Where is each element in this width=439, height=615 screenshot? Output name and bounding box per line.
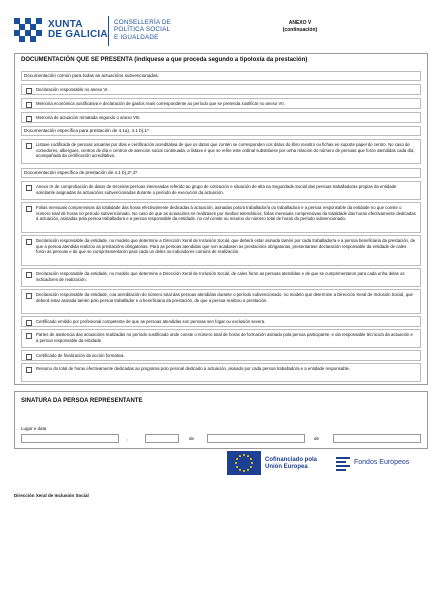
fondos-europeos-icon	[334, 455, 352, 473]
comma-separator: ,	[127, 436, 129, 441]
list-item: Certificado de finalización da acción formativa.	[21, 350, 421, 361]
common-heading: Documentación común para todas as actuacións subvencionadas.	[21, 71, 421, 81]
checkbox[interactable]	[26, 206, 32, 212]
xunta-emblem-icon	[14, 18, 42, 44]
page-header	[14, 16, 428, 48]
list-item: Folias mensuais comprensivas da totalidade das horas efectivamente dedicadas á actuación, asinadas polo/a traballador/a ou traballadora e a persoa responsable da entidade no que conste o número total de horas no período subvencionado. No caso de que as actuacións se realizasen por medios telemáticos, folias mensuais comprensivas da totalidade das horas efectivamente dedicadas á actuación, asinadas pola persoa traballadora e a persoa responsable da entidade, no cal conste ou resumo do número total de horas do período subvencionado.	[21, 202, 421, 233]
list-item: Anexo IX de comprobación de datos de terceiras persoas interesadas referido ao grupo de cotización e situación de alta na Seguridade Social das persoas traballadoras propias da entidade solicitante asignadas ás actuacións subvencionadas durante o período de execución da actuación.	[21, 181, 421, 200]
place-date-label: Lugar e data	[21, 426, 47, 431]
day-field[interactable]	[145, 434, 179, 443]
de-separator: de	[314, 436, 320, 441]
logo-divider	[108, 16, 109, 46]
list-item: Resumo do total de horas efectivamente dedicadas ao programa polo persoal dedicado a actuación, asinado por cada persoa traballadora e a entidade responsable.	[21, 363, 421, 382]
section-title: DOCUMENTACIÓN QUE SE PRESENTA (indíquese a que proceda segundo a tipoloxía da prestación)	[21, 57, 308, 63]
checkbox[interactable]	[26, 272, 32, 278]
eu-line2: Unión Europea	[265, 464, 308, 470]
eu-cofinancing-logo	[227, 451, 323, 477]
checkbox[interactable]	[26, 143, 32, 149]
annex-title: ANEXO V	[288, 20, 312, 26]
logo-line2: DE GALICIA	[48, 29, 108, 40]
fondos-text: Fondos Europeos	[354, 459, 410, 466]
signature-section	[14, 391, 428, 449]
logo-line1: XUNTA	[48, 19, 83, 30]
checkbox[interactable]	[26, 333, 32, 339]
checkbox[interactable]	[26, 320, 32, 326]
fondos-europeos-logo	[330, 454, 430, 474]
list-item: Declaración responsable no anexo VI.	[21, 84, 421, 95]
list-item: Declaración responsable da entidade, no modelo que determine a Dirección Xeral de Inclusión Social, que deberá estar asinada tamén por cada traballador/a e a persoa beneficiaria da prestación, de que a persoa atendida realizou as prestacións obrigatorias. Para as persoas atendidas que non acadasen as prestacións obrigatorias, presentarase declaración responsable da entidade de cales foron as persoas e de que se cumpriramentaron para cada un deles os indicadores comúns de realización.	[21, 235, 421, 266]
annex-subtitle: (continuación)	[282, 27, 318, 33]
documentation-section	[14, 53, 428, 385]
place-field[interactable]	[21, 434, 119, 443]
list-item: Certificado emitido por profesional competente de que as persoas atendidas son persoas sen fogar ou exclusión severa.	[21, 316, 421, 327]
list-item: Memoria económica xustificativa e declaración de gastos reais correspondente ao período que se pretenda xustificar no anexo VII.	[21, 98, 421, 109]
list-item: Memoria de actuación rematada segundo o anexo VIII.	[21, 112, 421, 123]
heading-411: Documentación específica para prestación de 4.1a), 4.1 b),1*	[21, 126, 421, 136]
checkbox[interactable]	[26, 88, 32, 94]
eu-line1: Cofinanciado pola	[265, 457, 318, 463]
checkbox[interactable]	[26, 239, 32, 245]
heading-412: Documentación específica de prestación de 4.1 b),2*,3*	[21, 168, 421, 178]
conselleria-name: CONSELLERÍA DE POLÍTICA SOCIAL E IGUALDADE	[114, 19, 172, 41]
checkbox[interactable]	[26, 354, 32, 360]
de-separator: de	[189, 436, 195, 441]
checkbox[interactable]	[26, 367, 32, 373]
annex-label	[264, 20, 336, 34]
checkbox[interactable]	[26, 102, 32, 108]
xunta-logo	[14, 16, 108, 46]
list-item: Partes de asistencia das actuacións realizadas no período xustificado onde conste o número total de horas de formación asinado pola persoa participante, e ola responsable técnico/a da actuación e a persoa responsable da entidade.	[21, 329, 421, 348]
list-item: Declaración responsable da entidade, no modelo que determine a Dirección Xeral de Inclusión Social, de cales foron as persoas atendidas e de que se cumprimentaron para cada unha delas os indicadores de realización.	[21, 268, 421, 287]
eu-flag-icon	[227, 451, 261, 475]
footer-directorate: Dirección Xeral de Inclusión Social	[14, 493, 89, 498]
checkbox[interactable]	[26, 293, 32, 299]
signature-title: SINATURA DA PERSOA REPRESENTANTE	[21, 398, 143, 404]
checkbox[interactable]	[26, 116, 32, 122]
list-item: Listaxe codificada de persoas usuarias por días e certificación acreditativa de que os datos que contén se corresponden cos datos do libro rexistro ou fichas en soporte papel do centro. No caso de comedores, albergues, centros de día e centros de atención social continuada, a listaxe é que se refire este ordinal substitúese por unha relación do número de persoas que foron atendidas cada día, acompañada da certificación acreditativa.	[21, 139, 421, 164]
list-item: Declaración responsable da entidade, coa acreditación do número total das persoas atendidas durante o período subvencionado, no modelo que determine a Dirección Xeral de Inclusión Social, que deberá estar asinada tamén polo persoa traballador e a beneficiaria da prestación, de que a persoa realizou a prestación.	[21, 289, 421, 314]
checkbox[interactable]	[26, 185, 32, 191]
year-field[interactable]	[333, 434, 421, 443]
month-field[interactable]	[207, 434, 305, 443]
